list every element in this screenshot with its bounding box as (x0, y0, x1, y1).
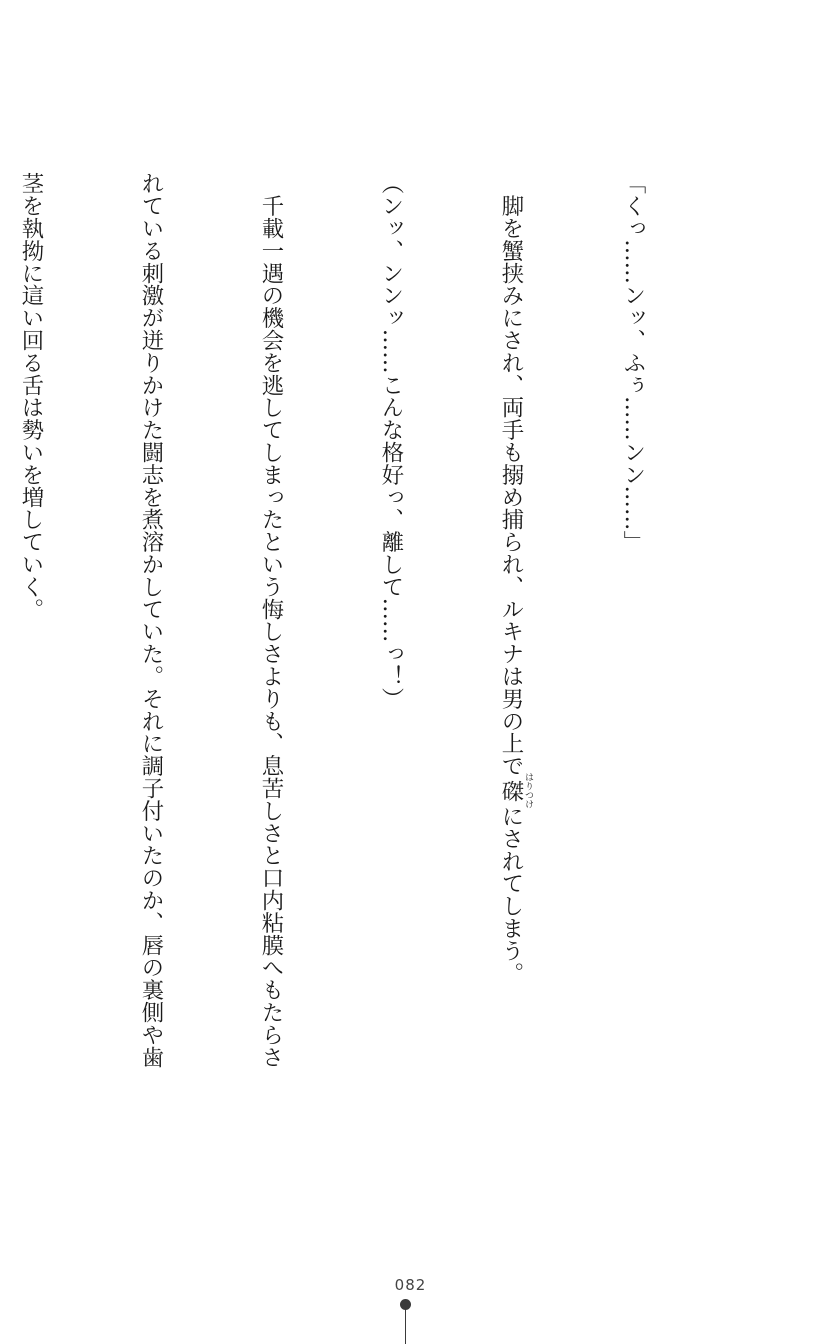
text-line-1: 「くっ……ンッ、ふぅ……ンン……」 (620, 172, 646, 553)
page-number: 082 (394, 1276, 427, 1294)
text-line-5: れている刺激が迸りかけた闘志を煮溶かしていた。それに調子付いたのか、唇の裏側や歯 (138, 172, 164, 1068)
page-marker-line (405, 1309, 406, 1344)
ruby-harituke: 磔 はりつけ (498, 772, 533, 809)
vertical-text-body (0, 172, 733, 1072)
text-line-2-tail: にされてしまう。 (498, 804, 524, 985)
ruby-reading: はりつけ (523, 772, 533, 809)
text-line-3: （ンッ、ンンッ……こんな格好っ、離して……っ！） (378, 172, 404, 710)
text-line-2 (491, 172, 533, 1072)
text-line-6: 茎を執拗に這い回る舌は勢いを増していく。 (18, 172, 44, 620)
text-line-2-head: 脚を蟹挟みにされ、両手も搦め捕られ、ルキナは男の上で (498, 172, 524, 777)
text-line-4: 千載一遇の機会を逃してしまったという悔しさよりも、息苦しさと口内粘膜へもたらさ (258, 172, 284, 1068)
